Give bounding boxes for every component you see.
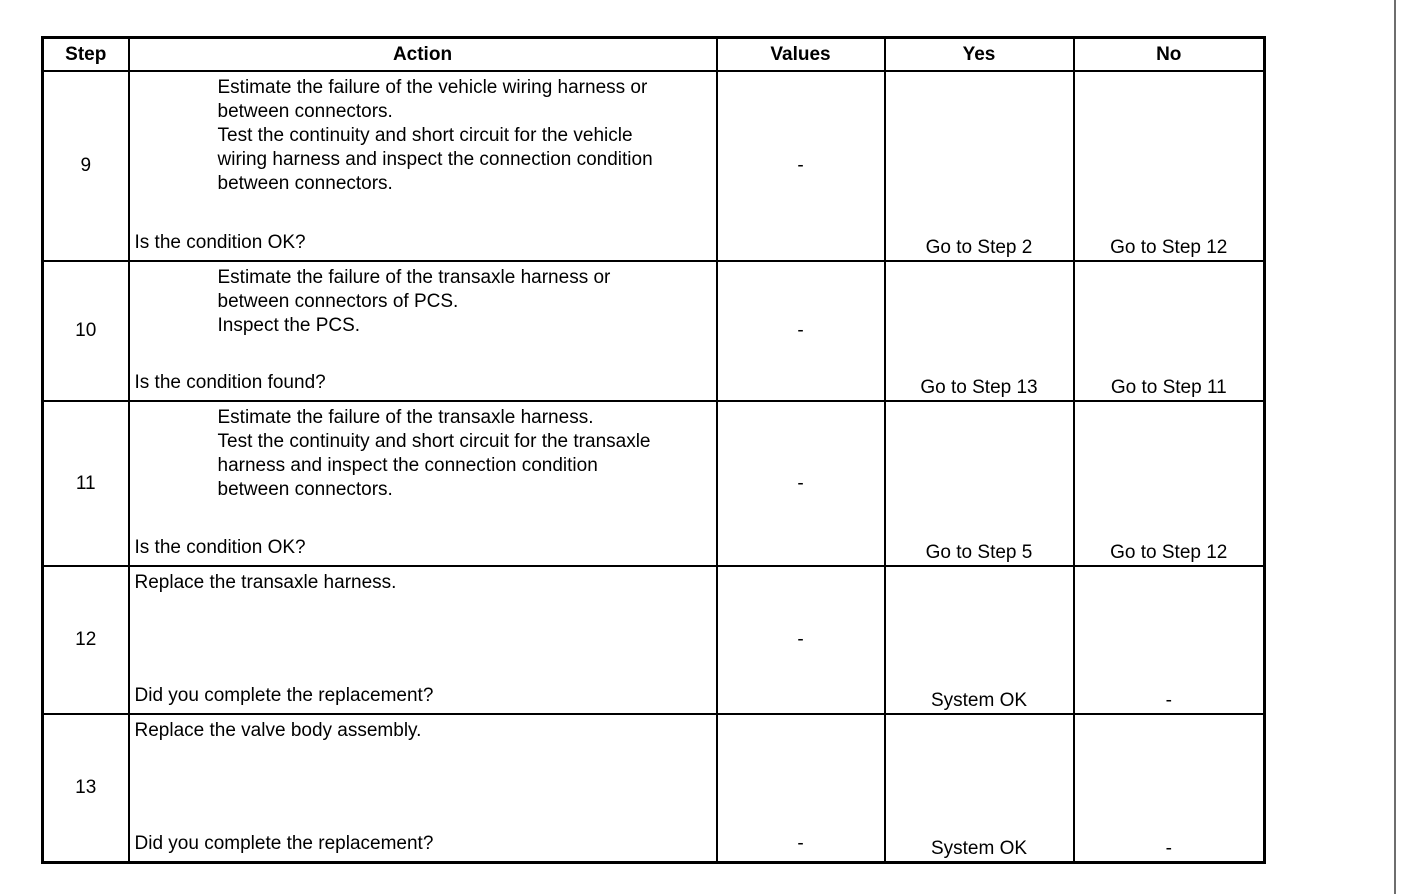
action-instruction: Estimate the failure of the transaxle harness. [217,407,594,428]
header-step: Step [43,38,129,72]
action-instruction: wiring harness and inspect the connection condition [217,149,653,170]
table-row [43,566,1265,714]
action-instruction: Test the continuity and short circuit for the transaxle [217,431,651,452]
header-yes: Yes [885,38,1074,72]
table-row [43,71,1265,261]
action-instruction: harness and inspect the connection condition [217,455,598,476]
no-cell: Go to Step 11 [1074,261,1265,401]
step-number: 10 [43,261,129,401]
header-row [43,38,1265,72]
action-instruction: Replace the valve body assembly. [134,720,422,741]
no-cell: - [1074,566,1265,714]
table-row [43,714,1265,862]
action-instruction: Inspect the PCS. [217,315,361,336]
yes-cell: System OK [885,714,1074,862]
step-number: 13 [43,714,129,862]
action-instruction: Estimate the failure of the vehicle wiring harness or [217,77,648,98]
step-number: 9 [43,71,129,261]
action-question: Did you complete the replacement? [134,685,434,706]
action-question: Is the condition OK? [134,232,306,253]
values-text: - [797,832,804,854]
yes-cell: Go to Step 13 [885,261,1074,401]
step-number: 11 [43,401,129,566]
action-question: Did you complete the replacement? [134,832,434,854]
table-row [43,261,1265,401]
action-cell [129,261,717,401]
action-cell [129,71,717,261]
values-cell: - [717,401,885,566]
yes-cell: System OK [885,566,1074,714]
diagnostic-steps-table [41,36,1266,864]
action-cell [129,566,717,714]
header-values: Values [717,38,885,72]
action-instruction: Estimate the failure of the transaxle harness or [217,267,611,288]
page-edge-line [1394,0,1396,894]
table-row [43,401,1265,566]
action-cell [129,401,717,566]
yes-cell: Go to Step 5 [885,401,1074,566]
action-instruction: Replace the transaxle harness. [134,572,397,593]
action-cell [129,714,717,862]
values-cell: - [717,261,885,401]
action-instruction: Test the continuity and short circuit for the vehicle [217,125,633,146]
values-cell: - [717,71,885,261]
action-question: Is the condition found? [134,372,326,393]
action-question: Is the condition OK? [134,537,306,558]
no-cell: - [1074,714,1265,862]
step-number: 12 [43,566,129,714]
action-instruction: between connectors of PCS. [217,291,459,312]
values-cell [717,714,885,862]
no-cell: Go to Step 12 [1074,71,1265,261]
header-action: Action [129,38,717,72]
action-instruction: between connectors. [217,101,393,122]
yes-cell: Go to Step 2 [885,71,1074,261]
no-cell: Go to Step 12 [1074,401,1265,566]
action-instruction: between connectors. [217,479,393,500]
header-no: No [1074,38,1265,72]
values-cell: - [717,566,885,714]
action-instruction: between connectors. [217,173,393,194]
